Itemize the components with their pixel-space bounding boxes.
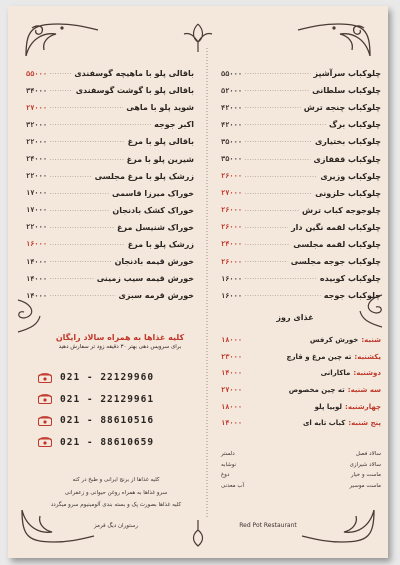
- dot-leader: [50, 192, 109, 195]
- daily-price: ۱۴۰۰۰: [221, 369, 243, 378]
- daily-row: [221, 415, 381, 432]
- dot-leader: [50, 277, 94, 280]
- dot-leader: [245, 140, 312, 143]
- menu-item-price: ۳۵۰۰۰: [221, 137, 243, 146]
- dot-leader: [245, 243, 290, 246]
- daily-day: دوشنبه:: [353, 369, 381, 378]
- daily-price: ۱۸۰۰۰: [221, 336, 243, 345]
- note-line: کلیه غذاها از برنج ایرانی و طبخ در کته: [72, 477, 160, 483]
- drink-name: دوغ: [221, 472, 230, 478]
- menu-item-name: شیرین پلو با مرغ: [126, 154, 194, 164]
- dot-leader: [50, 140, 125, 143]
- menu-item-price: ۳۲۰۰۰: [26, 120, 48, 129]
- daily-row: [221, 332, 381, 349]
- menu-item-name: چلوکباب قفقازی: [313, 154, 381, 164]
- menu-item-name: چلوکباب وزیری: [320, 171, 381, 181]
- menu-item-name: شوید پلو با ماهی: [126, 103, 194, 113]
- menu-row: [26, 168, 194, 185]
- menu-item-price: ۲۶۰۰۰: [221, 257, 243, 266]
- side-menu-column: [26, 65, 194, 304]
- menu-row: [26, 219, 194, 236]
- daily-price: ۱۸۰۰۰: [221, 402, 243, 411]
- menu-item-name: چلوکباب لقمه مجلسی: [293, 239, 381, 249]
- daily-row: [221, 349, 381, 366]
- dot-leader: [50, 294, 115, 297]
- promo-note: برای سرویس دهی بهتر ۳۰ دقیقه زود تر سفارش دهید: [58, 344, 182, 350]
- menu-item-name: خوراک کشک بادنجان: [112, 205, 194, 215]
- phone-number[interactable]: 021 - 88610516: [60, 415, 155, 427]
- menu-item-price: ۲۴۰۰۰: [221, 240, 243, 249]
- menu-item-price: ۵۵۰۰۰: [26, 69, 48, 78]
- menu-row: [221, 253, 381, 270]
- menu-row: [221, 116, 381, 133]
- daily-price: ۲۳۰۰۰: [221, 352, 243, 361]
- phone-icon: [38, 416, 52, 426]
- phone-icon: [38, 373, 52, 383]
- menu-row: [221, 236, 381, 253]
- dot-leader: [50, 158, 124, 161]
- daily-row: [221, 382, 381, 399]
- menu-item-name: چلوکباب جوجه: [323, 291, 381, 301]
- side-dish-row: [221, 472, 381, 483]
- menu-row: [26, 99, 194, 116]
- menu-item-name: باقالی پلو با مرغ: [127, 137, 194, 147]
- daily-price: ۱۴۰۰۰: [221, 419, 243, 428]
- top-left-ornament: [22, 20, 102, 60]
- menu-item-name: چلوکباب چنجه ترش: [303, 103, 381, 113]
- daily-row: [221, 398, 381, 415]
- menu-row: [221, 185, 381, 202]
- menu-item-name: باقالی پلو با گوشت گوسفندی: [75, 86, 194, 96]
- menu-row: [26, 133, 194, 150]
- side-dish-name: سالاد شیرازی: [349, 461, 381, 468]
- daily-day: چهارشنبه:: [345, 402, 381, 411]
- menu-item-name: چلوکباب لقمه نگین دار: [291, 222, 381, 232]
- menu-row: [26, 116, 194, 133]
- menu-item-price: ۱۴۰۰۰: [26, 257, 48, 266]
- promo-headline: کلیه غذاها به همراه سالاد رایگان: [55, 333, 185, 342]
- menu-item-name: چلوکباب برگ: [329, 120, 381, 130]
- top-center-ornament: [178, 20, 218, 54]
- phone-number[interactable]: 021 - 22129961: [60, 393, 155, 405]
- phone-row: [38, 367, 198, 389]
- menu-item-price: ۲۶۰۰۰: [221, 206, 243, 215]
- menu-row: [221, 65, 381, 82]
- phone-row: [38, 410, 198, 432]
- menu-item-price: ۲۲۰۰۰: [26, 137, 48, 146]
- menu-row: [221, 270, 381, 287]
- daily-day: شنبه:: [361, 336, 381, 345]
- menu-row: [221, 82, 381, 99]
- side-dish-name: ماست و خیار: [350, 472, 381, 478]
- dot-leader: [245, 294, 321, 297]
- menu-item-price: ۴۲۰۰۰: [221, 103, 243, 112]
- dot-leader: [245, 123, 326, 126]
- drink-name: دلستر: [221, 451, 235, 457]
- menu-row: [26, 65, 194, 82]
- side-dishes-list: [221, 451, 381, 493]
- phone-list: [38, 367, 198, 453]
- menu-item-name: اکبر جوجه: [154, 120, 194, 130]
- dot-leader: [50, 226, 114, 229]
- menu-item-name: چلوکباب کوبیده: [319, 274, 381, 284]
- menu-item-name: باقالی پلو با ماهیچه گوسفندی: [74, 69, 194, 79]
- menu-row: [26, 270, 194, 287]
- menu-row: [26, 185, 194, 202]
- dot-leader: [245, 158, 310, 161]
- menu-row: [221, 287, 381, 304]
- daily-title: غذای روز: [276, 313, 314, 322]
- dot-leader: [50, 123, 151, 126]
- dot-leader: [50, 175, 92, 178]
- dot-leader: [245, 192, 312, 195]
- menu-row: [221, 99, 381, 116]
- dot-leader: [50, 209, 109, 212]
- menu-row: [26, 150, 194, 167]
- note-line: سرو غذاها به همراه روغن حیوانی و زعفرانی: [64, 489, 168, 496]
- menu-item-name: چلوکباب حلزونی: [315, 188, 381, 198]
- phone-number[interactable]: 021 - 22129960: [60, 372, 155, 384]
- menu-item-price: ۲۶۰۰۰: [221, 172, 243, 181]
- menu-row: [26, 236, 194, 253]
- menu-page: [8, 6, 388, 558]
- bottom-center-ornament: [183, 518, 213, 548]
- menu-item-name: خوراک شنیسل مرغ: [117, 222, 194, 232]
- menu-item-name: خورش قیمه سیب زمینی: [96, 274, 194, 284]
- menu-item-price: ۵۲۰۰۰: [221, 86, 243, 95]
- menu-row: [26, 202, 194, 219]
- dot-leader: [245, 175, 317, 178]
- menu-item-name: خورش قرمه سبزی: [118, 291, 194, 301]
- menu-item-name: چلوجوجه کباب ترش: [302, 205, 381, 215]
- menu-item-name: خوراک میرزا قاسمی: [112, 188, 194, 198]
- dot-leader: [50, 72, 71, 75]
- menu-item-name: زرشک پلو با مرغ مجلسی: [94, 171, 194, 181]
- menu-row: [221, 150, 381, 167]
- footer-fa: رستوران دیگ قرمز: [93, 523, 139, 529]
- menu-item-price: ۱۶۰۰۰: [221, 291, 243, 300]
- main-menu-column: [221, 65, 381, 304]
- menu-item-price: ۳۵۰۰۰: [221, 155, 243, 164]
- menu-item-price: ۲۴۰۰۰: [26, 155, 48, 164]
- promo-box: [46, 333, 194, 350]
- phone-icon: [38, 394, 52, 404]
- menu-item-name: چلوکباب جوجه مجلسی: [290, 257, 381, 267]
- dot-leader: [245, 209, 299, 212]
- menu-item-name: خورش قیمه بادنجان: [114, 257, 194, 267]
- notes-list: [36, 474, 196, 512]
- daily-dish: ته چین مرغ و قارچ: [286, 352, 352, 361]
- side-dish-row: [221, 462, 381, 473]
- daily-row: [221, 365, 381, 382]
- menu-item-name: چلوکباب سرآشپز: [313, 69, 381, 79]
- dot-leader: [245, 89, 309, 92]
- daily-price: ۲۷۰۰۰: [221, 386, 243, 395]
- dot-leader: [245, 260, 288, 263]
- menu-item-name: چلوکباب سلطانی: [312, 86, 381, 96]
- menu-item-price: ۲۲۰۰۰: [26, 172, 48, 181]
- daily-menu: [221, 332, 381, 432]
- dot-leader: [245, 106, 301, 109]
- menu-item-price: ۲۷۰۰۰: [26, 103, 48, 112]
- menu-item-price: ۵۵۰۰۰: [221, 69, 243, 78]
- daily-dish: خورش کرفس: [309, 336, 359, 345]
- footer-en: Red Pot Restaurant: [239, 522, 297, 529]
- phone-row: [38, 389, 198, 411]
- dot-leader: [50, 106, 123, 109]
- daily-dish: لوبیا پلو: [314, 402, 343, 411]
- dot-leader: [245, 72, 310, 75]
- drink-name: نوشابه: [221, 461, 237, 468]
- menu-item-price: ۲۲۰۰۰: [26, 223, 48, 232]
- menu-item-price: ۲۶۰۰۰: [221, 223, 243, 232]
- side-dish-name: ماست موسیر: [349, 482, 381, 489]
- menu-item-price: ۱۶۰۰۰: [221, 274, 243, 283]
- dot-leader: [245, 226, 288, 229]
- menu-item-price: ۲۷۰۰۰: [221, 189, 243, 198]
- top-right-ornament: [294, 20, 374, 60]
- daily-dish: کباب تابه ای: [302, 419, 346, 428]
- phone-row: [38, 432, 198, 454]
- daily-day: یکشنبه:: [354, 352, 381, 361]
- daily-day: سه شنبه:: [347, 386, 381, 395]
- menu-row: [221, 219, 381, 236]
- center-divider: [206, 48, 208, 518]
- dot-leader: [50, 260, 111, 263]
- side-dish-name: سالاد فصل: [355, 451, 381, 457]
- menu-item-price: ۴۲۰۰۰: [221, 120, 243, 129]
- phone-number[interactable]: 021 - 88610659: [60, 436, 155, 448]
- dot-leader: [245, 277, 317, 280]
- daily-day: پنج شنبه:: [348, 419, 381, 428]
- menu-row: [221, 168, 381, 185]
- menu-row: [221, 133, 381, 150]
- menu-item-price: ۱۷۰۰۰: [26, 189, 48, 198]
- menu-row: [221, 202, 381, 219]
- menu-item-price: ۱۴۰۰۰: [26, 274, 48, 283]
- note-line: کلیه غذاها بصورت پک و بسته بندی آلومینیوم سرو میگردد: [50, 502, 182, 508]
- menu-item-price: ۳۴۰۰۰: [26, 86, 48, 95]
- daily-dish: ماکارانی: [320, 369, 351, 378]
- drink-name: آب معدنی: [221, 482, 245, 489]
- menu-item-price: ۱۶۰۰۰: [26, 240, 48, 249]
- daily-dish: ته چین مخصوص: [288, 386, 345, 395]
- dot-leader: [50, 243, 125, 246]
- phone-icon: [38, 437, 52, 447]
- menu-row: [26, 82, 194, 99]
- menu-item-price: ۱۴۰۰۰: [26, 291, 48, 300]
- menu-item-name: زرشک پلو با مرغ: [127, 239, 194, 249]
- menu-row: [26, 287, 194, 304]
- menu-item-name: چلوکباب بختیاری: [314, 137, 381, 147]
- menu-item-price: ۱۷۰۰۰: [26, 206, 48, 215]
- menu-row: [26, 253, 194, 270]
- dot-leader: [50, 89, 73, 92]
- side-dish-row: [221, 451, 381, 462]
- side-dish-row: [221, 483, 381, 494]
